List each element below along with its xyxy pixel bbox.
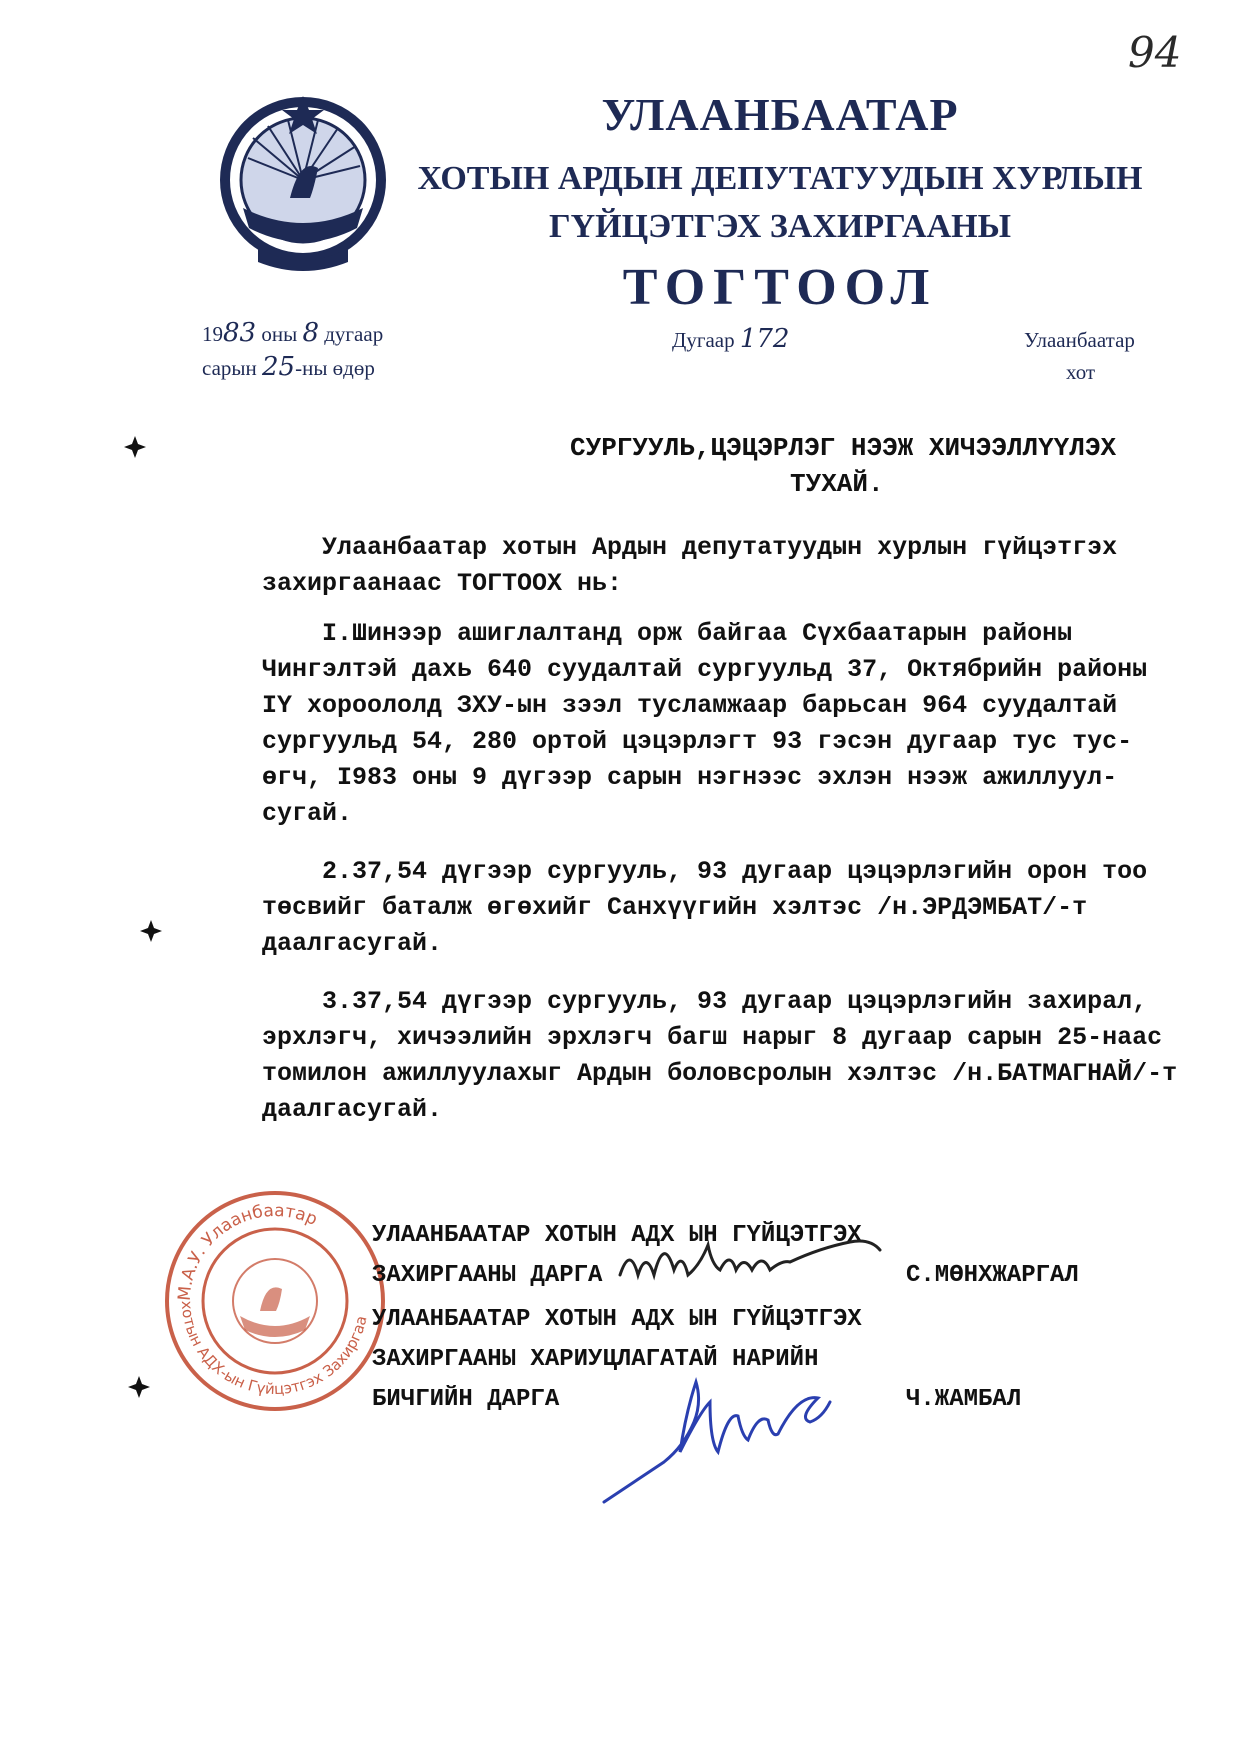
paragraph-1: I.Шинээр ашиглалтанд орж байгаа Сүхбаатарын районы Чингэлтэй дахь 640 суудалтай сургуульд 37, Октябрийн районы IY хороололд ЗХУ-ын зээл тусламжаар барьсан 964 суудалтай сургуульд 54, 280 ортой цэцэрлэгт 93 гэсэн дугаар тус тус-өгч, I983 оны 9 дүгээр сарын нэгнээс эхлэн нээж ажиллуул-сугай.: [262, 619, 1148, 828]
state-emblem: [208, 88, 398, 280]
year-suffix: оны: [261, 322, 298, 346]
title-line-2: ТУХАЙ.: [790, 469, 884, 499]
header-city: УЛААНБААТАР: [601, 89, 959, 140]
place-city: Улаанбаатар: [1024, 328, 1135, 352]
signature-title-4: ЗАХИРГААНЫ ХАРИУЦЛАГАТАЙ НАРИЙН: [372, 1346, 819, 1373]
signature-2: [594, 1362, 864, 1512]
official-stamp: [160, 1186, 390, 1416]
page-number: 94: [1128, 28, 1182, 77]
year-prefix: 19: [202, 322, 223, 346]
signature-title-3: УЛААНБААТАР ХОТЫН АДХ ЫН ГҮЙЦЭТГЭХ: [372, 1306, 862, 1333]
day-handwritten: 25: [262, 352, 296, 382]
header-resolution: ТОГТООЛ: [622, 259, 938, 316]
punch-hole-3: [128, 1376, 150, 1398]
svg-text:М.А.У. Улаанбаатар: [175, 1201, 321, 1302]
document-title: [570, 430, 1170, 502]
resolution-number: [672, 324, 789, 354]
month-word: сарын: [202, 356, 257, 380]
header-council: ХОТЫН АРДЫН ДЕПУТАТУУДЫН ХУРЛЫН: [417, 160, 1143, 197]
stamp-text-bottom: хотын АДХ-ын Гүйцэтгэх Захиргаа: [177, 1300, 371, 1399]
header-executive: ГҮЙЦЭТГЭХ ЗАХИРГААНЫ: [549, 208, 1011, 245]
date-line-1: [202, 318, 383, 348]
signature-title-5: БИЧГИЙН ДАРГА: [372, 1386, 560, 1413]
title-line-1: СУРГУУЛЬ,ЦЭЦЭРЛЭГ НЭЭЖ ХИЧЭЭЛЛҮҮЛЭХ: [570, 433, 1117, 463]
stamp-text-top: М.А.У. Улаанбаатар: [174, 1200, 321, 1302]
month-handwritten: 8: [302, 318, 319, 348]
month-suffix: дугаар: [324, 322, 384, 346]
signatory-name-2: Ч.ЖАМБАЛ: [906, 1386, 1022, 1413]
resolution-body: [262, 616, 1182, 1150]
intro-line-1: Улаанбаатар хотын Ардын депутатуудын хурлын гүйцэтгэх: [322, 533, 1118, 562]
year-handwritten: 83: [223, 318, 257, 348]
signature-1: [610, 1220, 910, 1300]
day-suffix: -ны өдөр: [295, 356, 375, 380]
stamp-icon: [160, 1186, 390, 1416]
signature-scribble-icon: [610, 1220, 910, 1300]
punch-hole-1: [124, 436, 146, 458]
punch-hole-2: [140, 920, 162, 942]
signatory-name-1: С.МӨНХЖАРГАЛ: [906, 1262, 1079, 1289]
emblem-icon: [208, 88, 398, 280]
number-label: Дугаар: [672, 328, 735, 352]
intro-line-2: захиргаанаас ТОГТООХ нь:: [262, 569, 623, 598]
signature-title-1: УЛААНБААТАР ХОТЫН АДХ ЫН ГҮЙЦЭТГЭХ: [372, 1222, 862, 1249]
place-city-suffix: хот: [1066, 360, 1096, 384]
date-line-2: [202, 352, 375, 382]
number-value: 172: [739, 324, 790, 354]
signature-title-2: ЗАХИРГААНЫ ДАРГА: [372, 1262, 603, 1289]
signature-scribble-icon: [594, 1362, 864, 1512]
paragraph-2: 2.37,54 дүгээр сургууль, 93 дугаар цэцэрлэгийн орон тоо төсвийг баталж өгөхийг Санхүүгийн хэлтэс /н.ЭРДЭМБАТ/-т даалгасугай.: [262, 857, 1148, 958]
paragraph-3: 3.37,54 дүгээр сургууль, 93 дугаар цэцэрлэгийн захирал, эрхлэгч, хичээлийн эрхлэгч багш нарыг 8 дугаар сарын 25-наас томилон ажиллуулахыг Ардын боловсролын хэлтэс /н.БАТМАГНАЙ/-т даалгасугай.: [262, 987, 1178, 1124]
intro: [262, 530, 1182, 602]
